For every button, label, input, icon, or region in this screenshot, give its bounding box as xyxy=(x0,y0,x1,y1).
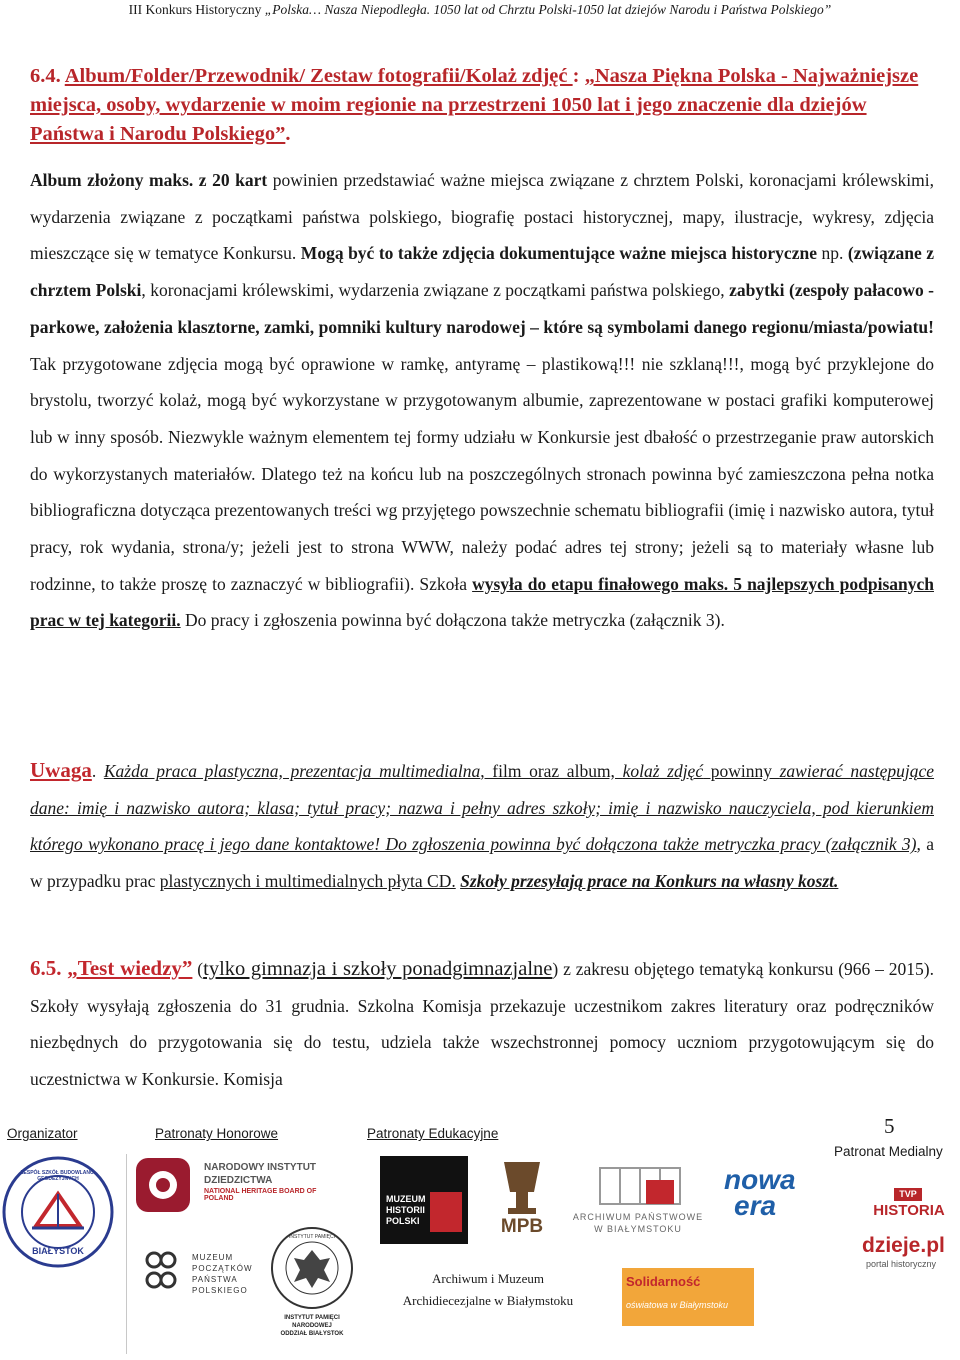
archiwum-building-icon xyxy=(590,1160,690,1210)
album-limit-text: Album złożony maks. z 20 kart xyxy=(30,170,268,190)
tvp-historia-logo xyxy=(872,1188,946,1222)
section-6-5-title: „Test wiedzy” xyxy=(67,956,193,980)
footer-divider xyxy=(126,1154,127,1354)
page-number: 5 xyxy=(884,1114,895,1138)
nid-emblem-icon xyxy=(130,1152,196,1218)
solidarnosc-text-1: Solidarność xyxy=(626,1274,701,1289)
section-6-4-dot: . xyxy=(285,123,291,145)
archiwum-text-2: W BIAŁYMSTOKU xyxy=(594,1224,682,1234)
archiwum-text-1: ARCHIWUM PAŃSTWOWE xyxy=(572,1212,704,1222)
school-seal-name: ZESPÓŁ SZKÓŁ BUDOWLANO-GEODEZYJNYCH xyxy=(20,1170,96,1182)
tvp-badge: TVP xyxy=(894,1188,922,1201)
body-text-4: np. xyxy=(816,243,848,264)
mpb-lamp-icon xyxy=(494,1156,550,1216)
body-text-6: , koronacjami królewskimi, wydarzenia związane z początkami państwa polskiego, xyxy=(141,280,730,301)
section-6-4-number: 6.4. xyxy=(30,65,65,87)
ipn-logo xyxy=(270,1226,354,1350)
body-bold-3: Mogą być to także zdjęcia dokumentujące ważne miejsca historyczne xyxy=(300,243,817,264)
mpp-logo xyxy=(136,1246,256,1306)
uwaga-text-2: , film oraz album, xyxy=(480,761,623,781)
mhp-text-3: POLSKI xyxy=(386,1216,420,1226)
nid-text-1: NARODOWY INSTYTUT xyxy=(204,1162,317,1173)
body-bold-5: (związane z chrztem Polski xyxy=(30,243,935,301)
mpp-text-4: POLSKIEGO xyxy=(192,1286,248,1295)
body-text-10: Do pracy i zgłoszenia powinna być dołączona także metryczka (załącznik 3). xyxy=(180,610,725,631)
archiwum-arch-2: Archidiecezjalne w Białymstoku xyxy=(402,1293,574,1308)
tvp-historia-text: HISTORIA xyxy=(873,1202,945,1219)
nowa-era-text-2: era xyxy=(734,1190,777,1221)
ipn-ring-text: INSTYTUT PAMIĘCI xyxy=(289,1234,335,1240)
mpp-text xyxy=(192,1252,253,1296)
uwaga-text-9: Szkoły przesyłają prace na Konkurs na własny koszt. xyxy=(460,871,839,892)
running-header xyxy=(0,0,960,22)
ipn-caption-1: INSTYTUT PAMIĘCI xyxy=(284,1315,340,1321)
uwaga-text-5: zawierać następujące dane: imię i nazwisko autora; klasa; tytuł pracy; nazwa i pełny adres szkoły; imię i nazwisko nauczyciela, pod kierunkiem którego wykonano pracę i jego dane kontaktowe! Do zgłoszenia powinna być dołączona także metryczka pracy (załącznik 3) xyxy=(30,761,935,855)
nid-text-2: DZIEDZICTWA xyxy=(204,1175,273,1186)
dzieje-pl-tagline: portal historyczny xyxy=(866,1259,937,1269)
footer-label-organizator: Organizator xyxy=(7,1126,78,1141)
body-bold-7: zabytki (zespoły pałacowo - parkowe, założenia klasztorne, zamki, pomniki kultury narodowej – które są symbolami danego regionu/miasta/powiatu! xyxy=(30,280,934,337)
body-text-8: Tak przygotowane zdjęcia mogą być oprawione w ramkę, antyramę – plastikową!!! nie szklaną!!!, mogą być przyklejone do brystolu, tworzyć kolaż, mogą być wykorzystane w przygotowanym albumie, zaprezentowane w postaci grafiki komputerowej lub w inny sposób. Niezwykle ważnym elementem tej formy udziału w Konkursie jest dbałość o przestrzeganie praw autorskich do wykorzystanych materiałów. Dlatego też na końcu lub na poszczególnych stronach powinna być zamieszczona pełna notka bibliograficzna dotycząca prezentowanych treści wg przyjętego powszechnie schematu bibliografii (imię i nazwisko autora, tytuł pracy, rok wydania, strona/y; jeżeli jest to strona WWW, należy podać adres tej strony; jeżeli są to materiały własne lub rodzinne, to także proszę to zaznaczyć w bibliografii). Szkoła xyxy=(30,353,934,594)
footer-label-edukacyjne: Patronaty Edukacyjne xyxy=(367,1126,499,1141)
archiwum-arch-1: Archiwum i Muzeum xyxy=(432,1271,544,1286)
school-seal-city: BIAŁYSTOK xyxy=(32,1246,84,1256)
mpp-text-2: POCZĄTKÓW xyxy=(192,1264,253,1273)
nowa-era-text-1: nowa xyxy=(724,1164,796,1195)
ipn-caption xyxy=(270,1314,354,1338)
uwaga-label: Uwaga xyxy=(30,758,92,782)
dzieje-pl-text: dzieje.pl xyxy=(862,1234,945,1257)
uwaga-text-1: Każda praca plastyczna, prezentacja multimedialna xyxy=(103,761,481,781)
solidarnosc-text-2: oświatowa w Białymstoku xyxy=(626,1300,729,1310)
header-rest: „Polska… Nasza Niepodległa. 1050 lat od Chrztu Polski-1050 lat dziejów Narodu i Państwa Polskiego” xyxy=(261,2,832,17)
album-description-paragraph xyxy=(30,162,934,639)
body-text-2: powinien przedstawiać ważne miejsca związane z chrztem Polski, koronacjami królewskimi, wydarzenia związane z początkami państwa polskiego, biografię postaci historycznej, mapy, ilustracje, wykresy, zdjęcia mieszczące się w tematyce Konkursu. xyxy=(30,170,934,264)
section-6-4-title-part2: „Nasza Piękna Polska - Najważniejsze miejsca, osoby, wydarzenie w moim regionie na przestrzeni 1050 lat i jego znaczenie dla dziejów Państwa i Narodu Polskiego” xyxy=(30,65,919,145)
section-6-5-number: 6.5. xyxy=(30,956,68,980)
uwaga-text-7: plastycznych i multimedialnych płyta CD. xyxy=(159,871,456,892)
mhp-text-1: MUZEUM xyxy=(386,1194,426,1204)
uwaga-dot: . xyxy=(91,761,104,781)
section-6-5-text-2: tylko gimnazja i szkoły ponadgimnazjalne xyxy=(203,958,553,980)
section-6-4-colon: : xyxy=(572,65,585,87)
header-lead: III Konkurs Historyczny xyxy=(128,2,262,17)
uwaga-paragraph xyxy=(30,752,934,900)
mpp-icon xyxy=(136,1246,186,1296)
mhp-red-shape xyxy=(430,1192,462,1232)
section-6-5-paragraph xyxy=(30,950,934,1098)
dzieje-pl-logo xyxy=(862,1234,958,1274)
section-6-4-heading xyxy=(30,62,934,149)
nid-text-3: NATIONAL HERITAGE BOARD OF POLAND xyxy=(204,1188,317,1202)
section-6-4-title-part1: Album/Folder/Przewodnik/ Zestaw fotografii/Kolaż zdjęć xyxy=(64,65,573,87)
body-bold-underline-9: wysyła do etapu finałowego maks. 5 najlepszych podpisanych prac w tej kategorii. xyxy=(30,573,934,631)
school-seal-logo xyxy=(2,1156,114,1268)
mpp-text-3: PAŃSTWA xyxy=(192,1275,238,1284)
section-6-5-text-1: ( xyxy=(192,959,204,979)
nowa-era-logo xyxy=(720,1166,794,1226)
mpb-text: MPB xyxy=(500,1216,544,1237)
footer-label-honorowe: Patronaty Honorowe xyxy=(155,1126,279,1141)
mhp-text-2: HISTORII xyxy=(386,1205,425,1215)
ipn-caption-3: ODDZIAŁ BIAŁYSTOK xyxy=(280,1331,344,1337)
footer-label-medialny: Patronat Medialny xyxy=(834,1144,943,1159)
archiwum-archidiecezjalne-text xyxy=(398,1268,578,1312)
archiwum-panstwowe-logo xyxy=(566,1160,710,1242)
mpb-logo xyxy=(494,1156,550,1242)
nid-logo xyxy=(130,1152,340,1222)
uwaga-text-4: powinny xyxy=(703,761,780,781)
mhp-text xyxy=(386,1194,426,1227)
section-6-5-text-3: ) z zakresu objętego tematyką konkursu (966 – 2015). Szkoły wysyłają zgłoszenia do 31 grudnia. Szkolna Komisja przekazuje uczestnikom zakres literatury oraz podręczników niezbędnych do przygotowania się do testu, udziela także wszechstronnej pomocy uczniom przygotowującym się do uczestnictwa w Konkursie. Komisja xyxy=(30,959,935,1090)
uwaga-text-6: , a w przypadku prac xyxy=(30,834,934,892)
uwaga-text-3: kolaż zdjęć xyxy=(622,761,704,781)
solidarnosc-logo xyxy=(622,1268,754,1326)
ipn-caption-2: NARODOWEJ xyxy=(292,1323,332,1329)
mpp-text-1: MUZEUM xyxy=(192,1253,234,1262)
muzeum-historii-polski-logo xyxy=(380,1156,468,1244)
